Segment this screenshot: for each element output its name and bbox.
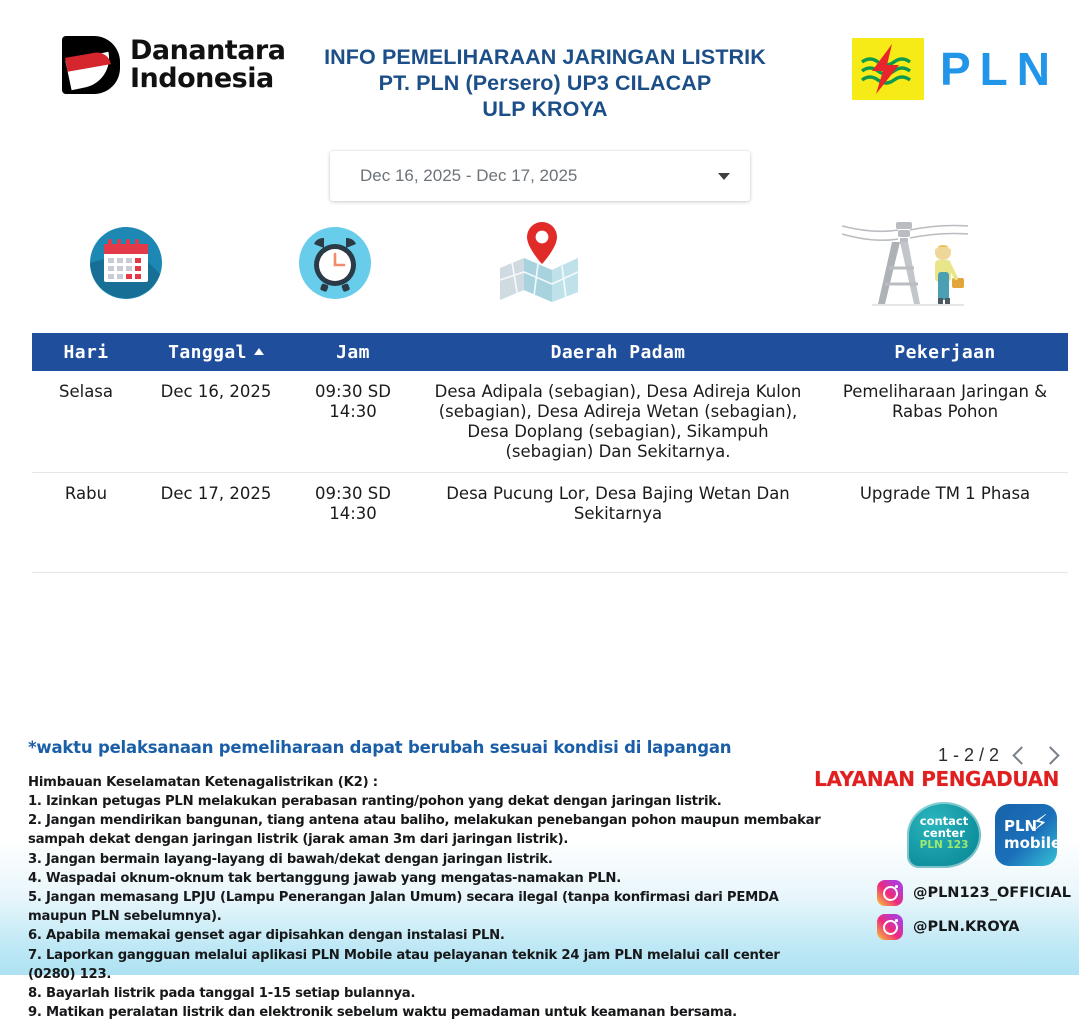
service-channel-logos — [907, 802, 1062, 868]
pln-logo — [852, 38, 1059, 100]
cell-jam: 09:30 SD 14:30 — [315, 382, 391, 421]
column-header-daerah-padam[interactable]: Daerah Padam — [550, 341, 686, 363]
chevron-right-icon[interactable] — [1041, 746, 1059, 764]
date-range-value: Dec 16, 2025 - Dec 17, 2025 — [360, 166, 578, 185]
power-pylon-worker-icon — [840, 200, 970, 316]
cell-hari: Rabu — [64, 484, 108, 503]
cell-pekerjaan: Upgrade TM 1 Phasa — [859, 484, 1031, 503]
social-handle: @PLN123_OFFICIAL — [912, 885, 1071, 901]
pagination-range: 1 - 2 / 2 — [937, 745, 999, 765]
danantara-logo — [62, 36, 285, 94]
social-links — [877, 880, 1071, 940]
social-link-pln-kroya[interactable] — [877, 914, 1071, 940]
cell-hari: Selasa — [58, 382, 114, 401]
outage-schedule-table — [32, 333, 1068, 573]
contact-center-line3: PLN 123 — [919, 839, 969, 851]
alarm-clock-icon — [297, 225, 373, 305]
pln-mobile-logo[interactable] — [995, 804, 1062, 866]
column-header-tanggal-label: Tanggal — [168, 341, 247, 363]
safety-notice-title: Himbauan Keselamatan Ketenagalistrikan (K2) : — [28, 775, 378, 790]
icon-strip — [0, 225, 1079, 310]
pln-mobile-line2: mobile — [1004, 834, 1062, 852]
contact-center-line1: contact — [919, 814, 969, 828]
page-title — [300, 44, 790, 122]
cell-pekerjaan: Pemeliharaan Jaringan & Rabas Pohon — [842, 382, 1048, 421]
cell-daerah-padam: Desa Pucung Lor, Desa Bajing Wetan Dan Sekitarnya — [446, 484, 790, 523]
lightning-bolt-icon: ⚡ — [1032, 811, 1048, 836]
instagram-icon — [877, 914, 903, 940]
column-header-hari[interactable]: Hari — [63, 341, 109, 363]
safety-item: 3. Jangan bermain layang-layang di bawah/dekat dengan jaringan listrik. — [28, 851, 553, 867]
date-range-picker[interactable] — [330, 151, 750, 201]
safety-item: 2. Jangan mendirikan bangunan, tiang antena atau baliho, melakukan penebangan pohon maupun membakar sampah dekat dengan jaringan listrik (jarak aman 3m dari jaringan listrik). — [28, 813, 821, 848]
safety-item: 8. Bayarlah listrik pada tanggal 1-15 setiap bulannya. — [28, 986, 416, 1002]
cell-tanggal: Dec 17, 2025 — [160, 484, 272, 503]
social-link-pln123-official[interactable] — [877, 880, 1071, 906]
safety-item: 4. Waspadai oknum-oknum tak bertanggung jawab yang mengatas-namakan PLN. — [28, 870, 621, 886]
table-row[interactable] — [32, 473, 1068, 573]
danantara-line1: Danantara — [130, 35, 286, 66]
schedule-change-warning: *waktu pelaksanaan pemeliharaan dapat berubah sesuai kondisi di lapangan — [28, 738, 732, 757]
page-title-line1: INFO PEMELIHARAAN JARINGAN LISTRIK — [324, 45, 766, 69]
calendar-icon — [88, 225, 164, 305]
contact-center-logo[interactable] — [907, 802, 981, 868]
cell-tanggal: Dec 16, 2025 — [160, 382, 272, 401]
column-header-pekerjaan[interactable]: Pekerjaan — [894, 341, 996, 363]
cell-daerah-padam: Desa Adipala (sebagian), Desa Adireja Kulon (sebagian), Desa Adireja Wetan (sebagian), Desa Doplang (sebagian), Sikampuh (sebagian) Dan Sekitarnya. — [434, 382, 802, 461]
social-handle: @PLN.KROYA — [912, 919, 1020, 935]
pln-badge-icon — [852, 38, 924, 100]
danantara-mark-icon — [62, 36, 120, 94]
safety-item: 9. Matikan peralatan listrik dan elektronik sebelum waktu pemadaman untuk keamanan bersama. — [28, 1005, 737, 1021]
map-pin-icon — [488, 210, 588, 314]
chevron-down-icon[interactable] — [718, 173, 730, 180]
safety-item: 5. Jangan memasang LPJU (Lampu Penerangan Jalan Umum) secara ilegal (tanpa konfirmasi dari PEMDA maupun PLN sebelumnya). — [28, 890, 779, 925]
table-header-row — [32, 333, 1068, 371]
instagram-icon — [877, 880, 903, 906]
contact-center-line2: center — [923, 826, 965, 840]
column-header-jam[interactable]: Jam — [336, 341, 370, 363]
page-title-line2: PT. PLN (Persero) UP3 CILACAP — [378, 71, 712, 95]
safety-item: 6. Apabila memakai genset agar dipisahkan dengan instalasi PLN. — [28, 928, 505, 944]
page-title-line3: ULP KROYA — [482, 97, 608, 121]
pln-wordmark: PLN — [940, 43, 1059, 95]
cell-jam: 09:30 SD 14:30 — [315, 484, 391, 523]
sort-ascending-icon[interactable] — [254, 348, 264, 355]
page-header — [0, 0, 1079, 140]
danantara-wordmark — [130, 37, 285, 93]
safety-item: 1. Izinkan petugas PLN melakukan perabasan ranting/pohon yang dekat dengan jaringan listrik. — [28, 794, 722, 809]
layanan-pengaduan-title: LAYANAN PENGADUAN — [814, 767, 1059, 791]
pln-mobile-line1: PLN — [1004, 817, 1038, 835]
pagination — [938, 745, 1057, 766]
safety-notice-list — [28, 792, 828, 1022]
chevron-left-icon[interactable] — [1012, 746, 1030, 764]
column-header-tanggal[interactable] — [140, 342, 292, 363]
danantara-line2: Indonesia — [130, 63, 274, 94]
safety-item: 7. Laporkan gangguan melalui aplikasi PLN Mobile atau pelayanan teknik 24 jam PLN melalui call center (0280) 123. — [28, 947, 780, 982]
table-row[interactable] — [32, 371, 1068, 473]
